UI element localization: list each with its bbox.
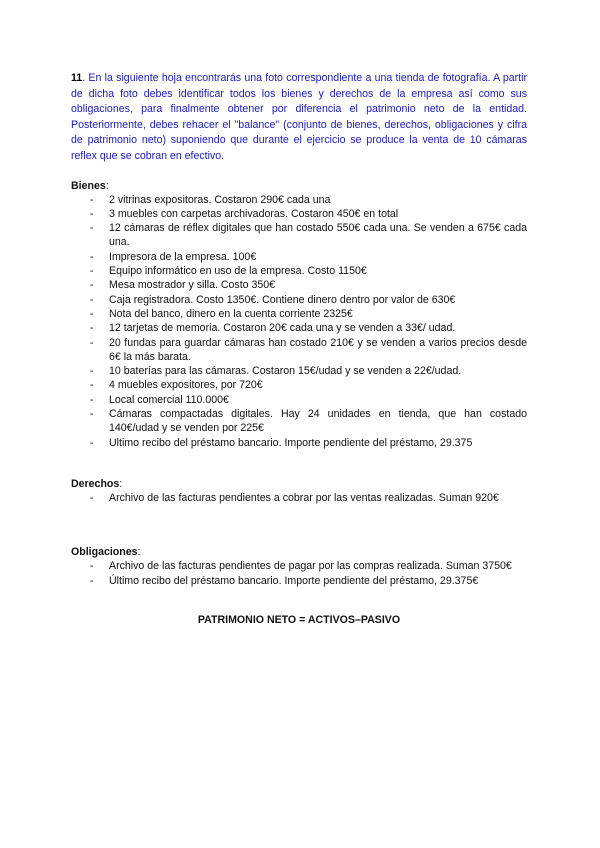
item-text: Último recibo del préstamo bancario. Importe pendiente del préstamo, 29.375€ xyxy=(109,574,479,587)
list-item xyxy=(71,264,527,278)
list-item xyxy=(71,574,527,588)
bullet-dash: - xyxy=(90,193,94,206)
bienes-list xyxy=(71,193,527,450)
item-text: 3 muebles con carpetas archivadoras. Costaron 450€ en total xyxy=(109,207,399,220)
exercise-statement xyxy=(71,71,527,165)
obligaciones-heading xyxy=(71,545,527,559)
bullet-dash: - xyxy=(90,336,94,349)
item-text: Caja registradora. Costo 1350€. Contiene dinero dentro por valor de 630€ xyxy=(109,293,456,306)
item-text: Equipo informático en uso de la empresa. Costo 1150€ xyxy=(109,265,367,278)
list-item xyxy=(71,193,527,207)
derechos-list xyxy=(71,491,527,505)
list-item xyxy=(71,250,527,264)
derechos-section xyxy=(71,477,527,505)
list-item xyxy=(71,436,527,450)
bullet-dash: - xyxy=(90,379,94,392)
list-item xyxy=(71,278,527,292)
bullet-dash: - xyxy=(90,322,94,335)
item-text: 10 baterías para las cámaras. Costaron 15€/udad y se venden a 22€/udad. xyxy=(109,365,462,378)
bienes-section xyxy=(71,179,527,450)
item-text: Archivo de las facturas pendientes de pagar por las compras realizada. Suman 3750€ xyxy=(109,560,512,573)
item-text: 20 fundas para guardar cámaras han costado 210€ y se venden a varios precios desde 6€ la más barata. xyxy=(109,336,527,363)
list-item xyxy=(71,491,527,505)
list-item xyxy=(71,336,527,365)
bullet-dash: - xyxy=(90,293,94,306)
bullet-dash: - xyxy=(90,307,94,320)
derechos-colon: : xyxy=(119,477,123,490)
item-text: 2 vitrinas expositoras. Costaron 290€ cada una xyxy=(109,193,331,206)
list-item xyxy=(71,321,527,335)
document-page xyxy=(71,71,527,626)
bienes-title: Bienes xyxy=(71,179,106,192)
list-item xyxy=(71,559,527,573)
bullet-dash: - xyxy=(90,222,94,235)
bullet-dash: - xyxy=(90,365,94,378)
item-text: 12 cámaras de réflex digitales que han costado 550€ cada una. Se venden a 675€ cada una. xyxy=(109,222,527,249)
item-text: Impresora de la empresa. 100€ xyxy=(109,250,257,263)
obligaciones-title: Obligaciones xyxy=(71,546,138,559)
list-item xyxy=(71,378,527,392)
bienes-heading xyxy=(71,179,527,193)
bullet-dash: - xyxy=(90,408,94,421)
derechos-heading xyxy=(71,477,527,491)
bullet-dash: - xyxy=(90,250,94,263)
bienes-colon: : xyxy=(105,179,109,192)
bullet-dash: - xyxy=(90,393,94,406)
exercise-text: . En la siguiente hoja encontrarás una foto correspondiente a una tienda de fotografía. A partir de dicha foto debes identificar todos los bienes y derechos de la empresa así como sus obligaciones, para finalmente obtener por diferencia el patrimonio neto de la entidad. Posteriormente, debes rehacer el "balance" (conjunto de bienes, derechos, obligaciones y cifra de patrimonio neto) suponiendo que durante el ejercicio se produce la venta de 10 cámaras reflex que se cobran en efectivo. xyxy=(71,72,527,162)
item-text: Ultimo recibo del préstamo bancario. Importe pendiente del préstamo, 29.375 xyxy=(109,436,473,449)
bullet-dash: - xyxy=(90,560,94,573)
list-item xyxy=(71,393,527,407)
item-text: Nota del banco, dinero en la cuenta corriente 2325€ xyxy=(109,307,353,320)
list-item xyxy=(71,407,527,436)
item-text: Cámaras compactadas digitales. Hay 24 unidades en tienda, que han costado 140€/udad y se venden por 225€ xyxy=(109,408,527,435)
bullet-dash: - xyxy=(90,265,94,278)
obligaciones-colon: : xyxy=(137,546,141,559)
list-item xyxy=(71,221,527,250)
patrimonio-formula: PATRIMONIO NETO = ACTIVOS–PASIVO xyxy=(197,613,401,626)
list-item xyxy=(71,364,527,378)
obligaciones-list xyxy=(71,559,527,588)
bullet-dash: - xyxy=(90,436,94,449)
bullet-dash: - xyxy=(90,207,94,220)
bullet-dash: - xyxy=(90,574,94,587)
bullet-dash: - xyxy=(90,279,94,292)
item-text: 12 tarjetas de memoria. Costaron 20€ cada una y se venden a 33€/ udad. xyxy=(109,322,456,335)
list-item xyxy=(71,207,527,221)
item-text: 4 muebles expositores, por 720€ xyxy=(109,379,263,392)
item-text: Local comercial 110.000€ xyxy=(109,393,229,406)
item-text: Mesa mostrador y silla. Costo 350€ xyxy=(109,279,276,292)
list-item xyxy=(71,293,527,307)
obligaciones-section xyxy=(71,545,527,588)
item-text: Archivo de las facturas pendientes a cobrar por las ventas realizadas. Suman 920€ xyxy=(109,491,499,504)
bullet-dash: - xyxy=(90,491,94,504)
derechos-title: Derechos xyxy=(71,477,120,490)
list-item xyxy=(71,307,527,321)
exercise-number: 11 xyxy=(71,72,83,84)
